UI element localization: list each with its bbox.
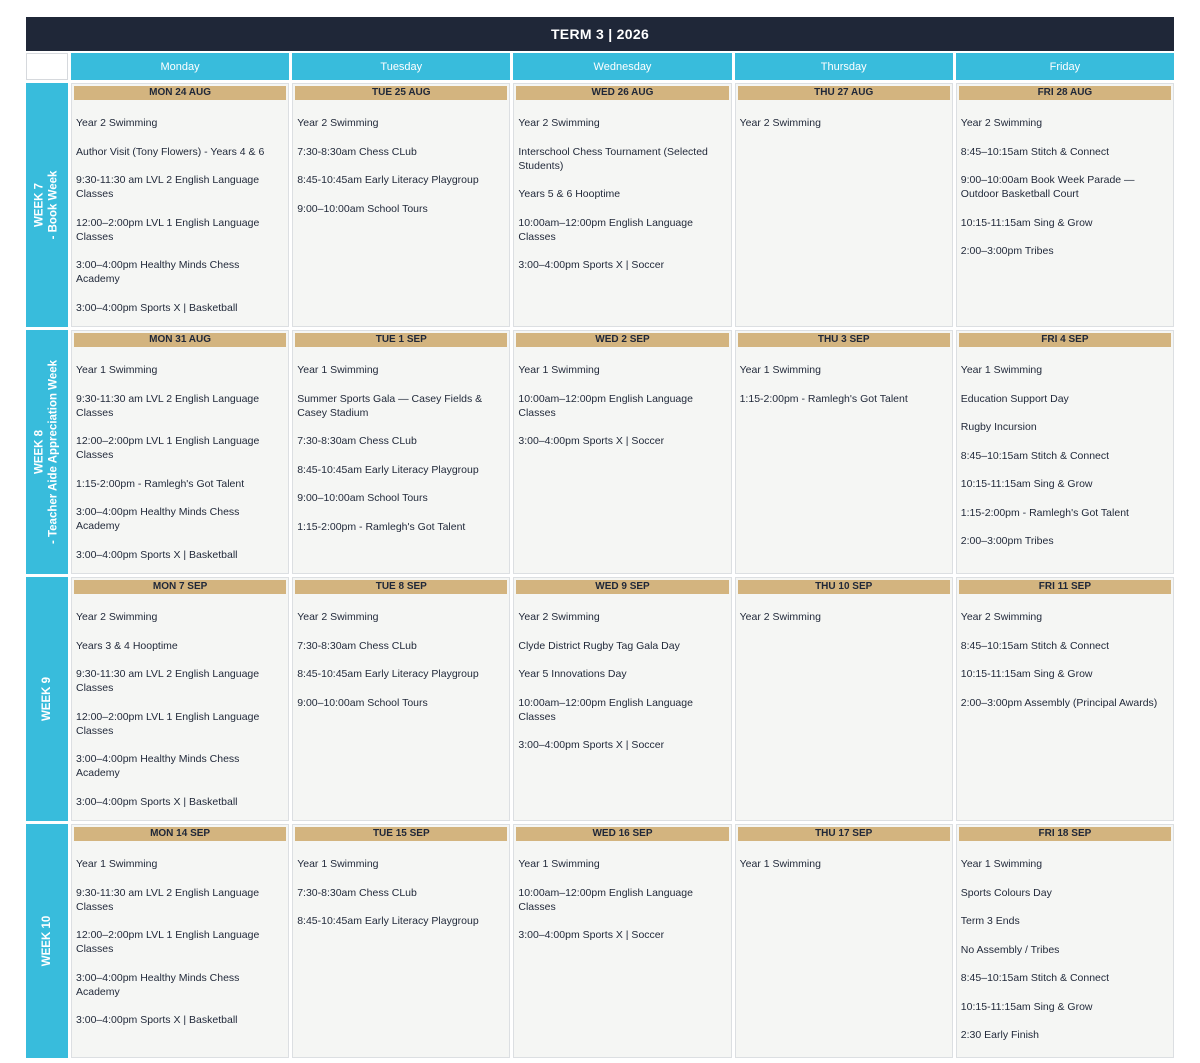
event-item: Year 2 Swimming: [518, 117, 600, 129]
day-cell-thursday: [735, 577, 953, 821]
event-item: Year 1 Swimming: [297, 364, 379, 376]
date-label: WED 26 AUG: [516, 86, 728, 100]
event-item: Years 3 & 4 Hooptime: [76, 639, 178, 652]
day-cell-monday: [71, 577, 289, 821]
event-item: 7:30-8:30am Chess CLub: [297, 886, 417, 899]
date-label: MON 14 SEP: [74, 827, 286, 841]
event-item: 12:00–2:00pm LVL 1 English Language Classes: [76, 710, 260, 737]
week-label: [26, 577, 68, 821]
day-header-monday: Monday: [71, 53, 289, 80]
event-item: Year 2 Swimming: [297, 117, 379, 129]
event-item: 8:45–10:15am Stitch & Connect: [960, 639, 1110, 652]
event-item: 3:00–4:00pm Sports X | Soccer: [518, 929, 665, 941]
event-item: Year 2 Swimming: [960, 117, 1043, 129]
day-header-thursday: Thursday: [735, 53, 953, 80]
day-cell-wednesday: [513, 330, 731, 574]
event-list: [293, 594, 509, 710]
week-theme: - Book Week: [48, 170, 60, 240]
day-cell-tuesday: [292, 824, 510, 1058]
event-item: 12:00–2:00pm LVL 1 English Language Classes: [76, 435, 260, 461]
event-item: 3:00–4:00pm Healthy Minds Chess Academy: [76, 259, 240, 285]
event-item: Year 2 Swimming: [76, 611, 158, 623]
event-item: Term 3 Ends: [960, 915, 1020, 927]
event-item: 9:30-11:30 am LVL 2 English Language Classes: [76, 174, 260, 200]
event-item: 10:00am–12:00pm English Language Classes: [518, 886, 693, 913]
event-item: Year 2 Swimming: [518, 611, 600, 623]
day-cell-thursday: [735, 83, 953, 327]
date-label: THU 17 SEP: [738, 827, 950, 841]
event-item: Year 1 Swimming: [960, 364, 1043, 376]
event-item: Sports Colours Day: [960, 886, 1052, 899]
date-label: FRI 18 SEP: [959, 827, 1171, 841]
event-item: 7:30-8:30am Chess CLub: [297, 639, 417, 652]
event-list: [736, 594, 952, 624]
week-number: WEEK 8: [33, 429, 46, 475]
event-item: Year 2 Swimming: [297, 611, 379, 623]
event-item: 9:30-11:30 am LVL 2 English Language Classes: [76, 668, 260, 694]
event-item: Year 1 Swimming: [76, 858, 158, 870]
event-item: 7:30-8:30am Chess CLub: [297, 145, 417, 158]
event-item: Year 1 Swimming: [518, 364, 600, 376]
date-label: WED 16 SEP: [516, 827, 728, 841]
event-list: [736, 347, 952, 406]
event-item: 3:00–4:00pm Sports X | Soccer: [518, 739, 665, 751]
event-item: 8:45-10:45am Early Literacy Playgroup: [297, 174, 479, 186]
event-item: 9:30-11:30 am LVL 2 English Language Classes: [76, 886, 260, 913]
event-item: 12:00–2:00pm LVL 1 English Language Classes: [76, 216, 260, 243]
event-item: Years 5 & 6 Hooptime: [518, 188, 621, 200]
event-item: 8:45–10:15am Stitch & Connect: [960, 972, 1110, 984]
event-item: Year 5 Innovations Day: [518, 668, 627, 680]
event-item: Year 1 Swimming: [960, 858, 1043, 870]
date-label: FRI 28 AUG: [959, 86, 1171, 100]
event-item: Year 1 Swimming: [739, 364, 821, 376]
day-header-wednesday: Wednesday: [513, 53, 731, 80]
event-item: 9:00–10:00am Book Week Parade — Outdoor Basketball Court: [960, 174, 1135, 200]
date-label: MON 24 AUG: [74, 86, 286, 100]
calendar-grid: [26, 53, 1174, 1058]
event-item: 1:15-2:00pm - Ramlegh's Got Talent: [297, 520, 466, 533]
day-cell-friday: [956, 83, 1174, 327]
event-item: 8:45-10:45am Early Literacy Playgroup: [297, 668, 479, 680]
event-item: Author Visit (Tony Flowers) - Years 4 & 6: [76, 145, 265, 158]
week-theme: - Teacher Aide Appreciation Week: [48, 359, 60, 545]
date-label: WED 2 SEP: [516, 333, 728, 347]
event-item: 2:30 Early Finish: [960, 1029, 1039, 1041]
event-item: Year 1 Swimming: [739, 858, 821, 870]
event-list: [72, 347, 288, 562]
week-number: WEEK 10: [40, 915, 53, 967]
event-item: Education Support Day: [960, 392, 1069, 405]
week-label: [26, 330, 68, 574]
date-label: TUE 25 AUG: [295, 86, 507, 100]
day-cell-tuesday: [292, 83, 510, 327]
date-label: THU 10 SEP: [738, 580, 950, 594]
day-cell-friday: [956, 577, 1174, 821]
event-item: 1:15-2:00pm - Ramlegh's Got Talent: [739, 392, 908, 405]
event-list: [72, 594, 288, 809]
event-item: 10:15-11:15am Sing & Grow: [960, 216, 1093, 229]
date-label: THU 3 SEP: [738, 333, 950, 347]
event-item: 9:00–10:00am School Tours: [297, 492, 428, 504]
event-item: 12:00–2:00pm LVL 1 English Language Classes: [76, 929, 260, 955]
day-cell-thursday: [735, 824, 953, 1058]
event-item: Year 2 Swimming: [76, 117, 158, 129]
day-cell-tuesday: [292, 330, 510, 574]
event-list: [736, 100, 952, 130]
event-item: 3:00–4:00pm Sports X | Basketball: [76, 795, 238, 808]
event-item: 1:15-2:00pm - Ramlegh's Got Talent: [960, 506, 1129, 519]
event-list: [293, 100, 509, 216]
day-cell-wednesday: [513, 83, 731, 327]
event-list: [957, 594, 1173, 710]
event-item: 1:15-2:00pm - Ramlegh's Got Talent: [76, 477, 245, 490]
date-label: MON 7 SEP: [74, 580, 286, 594]
event-item: 2:00–3:00pm Tribes: [960, 535, 1054, 547]
event-item: 10:00am–12:00pm English Language Classes: [518, 392, 693, 419]
event-item: 8:45-10:45am Early Literacy Playgroup: [297, 463, 479, 476]
event-item: 3:00–4:00pm Sports X | Basketball: [76, 1014, 238, 1026]
day-cell-tuesday: [292, 577, 510, 821]
day-cell-wednesday: [513, 577, 731, 821]
event-item: 10:15-11:15am Sing & Grow: [960, 478, 1093, 490]
day-cell-thursday: [735, 330, 953, 574]
event-item: 3:00–4:00pm Healthy Minds Chess Academy: [76, 506, 240, 532]
event-item: Year 2 Swimming: [739, 117, 821, 129]
date-label: FRI 4 SEP: [959, 333, 1171, 347]
event-item: 3:00–4:00pm Healthy Minds Chess Academy: [76, 753, 240, 779]
event-list: [514, 347, 730, 448]
day-cell-friday: [956, 330, 1174, 574]
event-item: Summer Sports Gala — Casey Fields & Casey Stadium: [297, 392, 483, 419]
event-item: 10:00am–12:00pm English Language Classes: [518, 216, 693, 243]
day-header-friday: Friday: [956, 53, 1174, 80]
event-list: [293, 841, 509, 928]
event-list: [514, 841, 730, 942]
date-label: WED 9 SEP: [516, 580, 728, 594]
event-list: [72, 100, 288, 315]
day-cell-monday: [71, 330, 289, 574]
event-list: [293, 347, 509, 534]
event-item: 7:30-8:30am Chess CLub: [297, 435, 417, 447]
event-item: 9:30-11:30 am LVL 2 English Language Classes: [76, 392, 260, 419]
event-item: 2:00–3:00pm Tribes: [960, 245, 1054, 257]
corner-cell: [26, 53, 68, 80]
event-item: 2:00–3:00pm Assembly (Principal Awards): [960, 696, 1158, 709]
date-label: TUE 15 SEP: [295, 827, 507, 841]
date-label: MON 31 AUG: [74, 333, 286, 347]
event-list: [957, 841, 1173, 1042]
event-item: Year 1 Swimming: [76, 364, 158, 376]
event-item: 3:00–4:00pm Sports X | Soccer: [518, 435, 665, 447]
event-list: [736, 841, 952, 871]
week-number: WEEK 9: [40, 676, 53, 722]
event-item: 9:00–10:00am School Tours: [297, 202, 428, 215]
event-item: Rugby Incursion: [960, 421, 1037, 433]
event-item: Year 1 Swimming: [297, 858, 379, 870]
event-item: 10:15-11:15am Sing & Grow: [960, 668, 1093, 680]
event-item: Year 2 Swimming: [960, 611, 1043, 623]
event-list: [514, 594, 730, 752]
event-item: 8:45–10:15am Stitch & Connect: [960, 449, 1110, 462]
day-header-tuesday: Tuesday: [292, 53, 510, 80]
event-list: [514, 100, 730, 272]
event-item: No Assembly / Tribes: [960, 943, 1060, 956]
day-cell-monday: [71, 824, 289, 1058]
event-item: 8:45–10:15am Stitch & Connect: [960, 145, 1110, 158]
date-label: FRI 11 SEP: [959, 580, 1171, 594]
event-item: Year 1 Swimming: [518, 858, 600, 870]
date-label: TUE 8 SEP: [295, 580, 507, 594]
date-label: TUE 1 SEP: [295, 333, 507, 347]
event-item: 8:45-10:45am Early Literacy Playgroup: [297, 915, 479, 927]
event-item: 3:00–4:00pm Sports X | Soccer: [518, 259, 665, 271]
event-item: Year 2 Swimming: [739, 611, 821, 623]
event-item: 10:15-11:15am Sing & Grow: [960, 1000, 1093, 1013]
day-cell-friday: [956, 824, 1174, 1058]
event-list: [957, 100, 1173, 258]
week-label: [26, 824, 68, 1058]
week-label: [26, 83, 68, 327]
day-cell-wednesday: [513, 824, 731, 1058]
calendar-title: TERM 3 | 2026: [26, 17, 1174, 51]
event-list: [957, 347, 1173, 548]
date-label: THU 27 AUG: [738, 86, 950, 100]
day-cell-monday: [71, 83, 289, 327]
event-item: 9:00–10:00am School Tours: [297, 696, 428, 709]
event-item: Clyde District Rugby Tag Gala Day: [518, 639, 680, 652]
event-item: 3:00–4:00pm Sports X | Basketball: [76, 301, 238, 314]
event-item: 10:00am–12:00pm English Language Classes: [518, 696, 693, 723]
week-number: WEEK 7: [33, 182, 46, 228]
event-list: [72, 841, 288, 1027]
event-item: Interschool Chess Tournament (Selected Students): [518, 145, 708, 172]
event-item: 3:00–4:00pm Sports X | Basketball: [76, 548, 238, 561]
event-item: 3:00–4:00pm Healthy Minds Chess Academy: [76, 971, 240, 998]
